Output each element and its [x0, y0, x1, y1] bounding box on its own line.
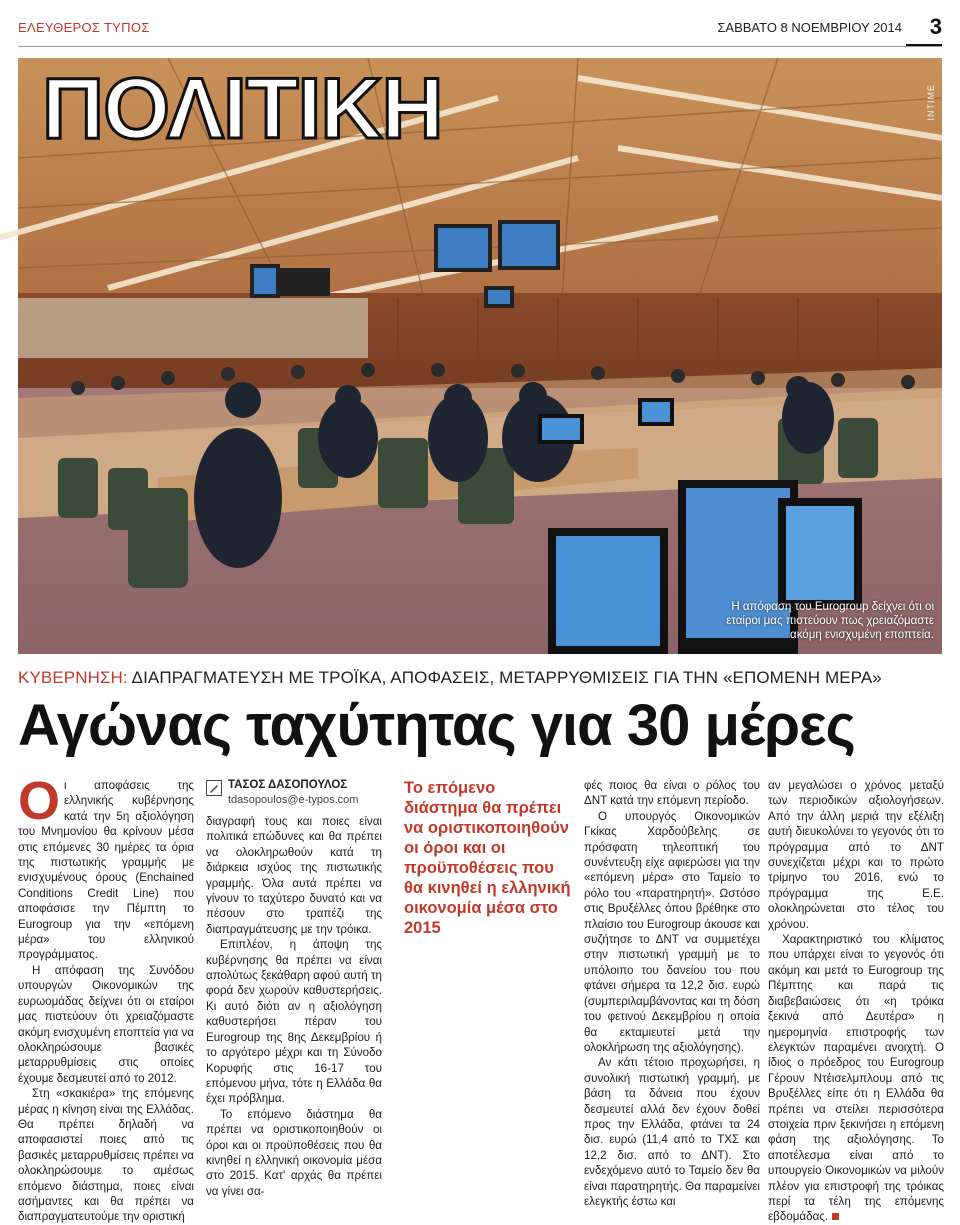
byline [206, 778, 382, 814]
kicker-label: ΚΥΒΕΡΝΗΣΗ: [18, 668, 128, 687]
article-column-2 [206, 778, 382, 1199]
article-column-3 [584, 778, 760, 1209]
paragraph: Στη «σκακιέρα» της επόμενης μέρας η κίνηση είναι της Ελλάδας. Θα πρέπει δηλαδή να αποφασιστεί ποιες από τις βασικές μεταρρυθμίσεις πρέπει να ολοκληρώσουμε το αμέσως επόμενο διάστημα, ποιες είναι ασήμαντες και θα πρέπει να διαπραγματευτούμε την οριστική [18, 1087, 195, 1224]
paragraph-text: Χαρακτηριστικό του κλίματος που υπάρχει είναι το γεγονός ότι ακόμη και μετά το Eurogroup της Πέμπτης και παρά τις διαβεβαιώσεις ότι «η τρόικα ξεκινά από Δευτέρα» η ημερομηνία επιστροφής των ελεγκτών παραμένει ανοιχτή. Ο ίδιος ο πρόεδρος του Eurogroup Γέρουν Ντέισελμπλουμ από τις Βρυξέλλες είπε ότι η Ελλάδα θα πρέπει να στείλει περισσότερα στοιχεία πριν ξεκινήσει η επόμενη φάση της αξιολόγησης. Το αποτέλεσμα είναι από το υπουργείο Οικονομικών να μιλούν πλέον για επιστροφή της τρόικας περί τα τέλη της επόμενης εβδομάδας. [768, 933, 944, 1224]
kicker-text: ΔΙΑΠΡΑΓΜΑΤΕΥΣΗ ΜΕ ΤΡΟΪΚΑ, ΑΠΟΦΑΣΕΙΣ, ΜΕΤΑΡΡΥΘΜΙΣΕΙΣ ΓΙΑ ΤΗΝ «ΕΠΟΜΕΝΗ ΜΕΡΑ» [131, 668, 882, 687]
photo-credit: INTIME [926, 84, 936, 121]
paper-name: ΕΛΕΥΘΕΡΟΣ ΤΥΠΟΣ [18, 20, 150, 35]
article-column-1 [18, 771, 195, 1225]
author-email[interactable]: tdasopoulos@e-typos.com [228, 794, 359, 807]
pen-icon [206, 780, 222, 796]
kicker [18, 668, 942, 688]
pull-quote: Το επόμενο διάστημα θα πρέπει να οριστικοποιηθούν οι όροι και οι προϋποθέσεις που θα κινηθεί η ελληνική οικονομία μέσα στο 2015 [404, 779, 571, 937]
paragraph: Η απόφαση της Συνόδου υπουργών Οικονομικών της ευρωομάδας δείχνει ότι οι εταίροι μας πιστεύουν ότι χρειαζόμαστε ακόμη ενισχυμένη εποπτεία για να ολοκληρώσουμε βασικές μεταρρυθμίσεις στις οποίες έχουμε δεσμευτεί από το 2012. [18, 963, 194, 1085]
masthead [18, 14, 942, 38]
lead-paragraph [18, 771, 194, 963]
paragraph: αν μεγαλώσει ο χρόνος μεταξύ των περιοδικών αξιολογήσεων. Από την άλλη μεριά την εξέλιξη αυτή διευκολύνει το γεγονός ότι το πρόγραμμα από το ΔΝΤ συνεχίζεται μέχρι και το πρώτο τρίμηνο του 2016, ενώ το πρόγραμμα της Ε.Ε. ολοκληρώνεται στο τέλος του χρόνου. [768, 779, 944, 931]
author-name: ΤΑΣΟΣ ΔΑΣΟΠΟΥΛΟΣ [228, 779, 348, 791]
headline: Αγώνας ταχύτητας για 30 μέρες [18, 693, 855, 758]
photo-caption: Η απόφαση του Eurogroup δείχνει ότι οι εταίροι μας πιστεύουν πως χρειαζόμαστε ακόμη ενισχυμένη εποπτεία. [726, 601, 934, 641]
paragraph: Το επόμενο διάστημα θα πρέπει να οριστικοποιηθούν οι όροι και οι προϋποθέσεις που θα κινηθεί η ελληνική οικονομία μέσα στο 2015. Κατ' αρχάς θα πρέπει να γίνει σα- [206, 1107, 382, 1198]
paragraph: Αν κάτι τέτοιο προχωρήσει, η συνολική πιστωτική γραμμή, με βάση τα δάνεια που έχουν δεσμευτεί αλλά δεν έχουν δοθεί προς την Ελλάδα, φτάνει τα 24 δισ. ευρώ (11,4 από το ΤΧΣ και 12,2 δισ. από το ΔΝΤ). Στο ενδεχόμενο αυτό το Ταμείο δεν θα είναι παρατηρητής. Θα παραμείνει ελεγκτής έστω και [584, 1056, 760, 1208]
paragraph: φές ποιος θα είναι ο ρόλος του ΔΝΤ κατά την επόμενη περίοδο. [584, 779, 760, 808]
paragraph [768, 932, 944, 1225]
lead-photo [18, 58, 942, 654]
paragraph: διαγραφή τους και ποιες είναι πολιτικά επώδυνες και θα πρέπει να ολοκληρωθούν κατά τη διάρκεια ισχύος της πιστωτικής γραμμής. Όλα αυτά πρέπει να γίνουν το ταχύτερο δυνατό και να πέσουν στο τραπέζι της διαπραγμάτευσης με την τρόικα. [206, 815, 382, 936]
section-title: ΠΟΛΙΤΙΚΗ [42, 61, 443, 157]
paragraph: Επιπλέον, η άποψη της κυβέρνησης θα πρέπει να είναι απολύτως ξεκάθαρη αφού αυτή τη φορά δεν χωρούν καθυστερήσεις. Κι αυτό διότι αν η αξιολόγηση καθυστερήσει πέραν του Eurogroup της 8ης Δεκεμβρίου ή το αργότερο μέχρι και τη Σύνοδο Κορυφής στις 16-17 του επόμενου μήνα, τότε η Ελλάδα θα έχει πρόβλημα. [206, 938, 382, 1106]
page-number: 3 [929, 14, 942, 39]
paragraph-text: ι αποφάσεις της ελληνικής κυβέρνησης κατά την 5η αξιολόγηση του Μνημονίου θα κρίνουν μέσα στις επόμενες 30 ημέρες τα όρια της πιστωτικής γραμμής με ενισχυμένους όρους (Enchained Conditions Credit Line) που αποφάσισε την Πέμπτη το Eurogroup για την «επόμενη μέρα» του ελληνικού προγράμματος. [18, 779, 194, 962]
article-column-4 [768, 778, 944, 1225]
end-mark-icon [832, 1213, 839, 1220]
drop-cap: Ο [18, 771, 61, 831]
header-divider [18, 46, 942, 47]
issue-date: ΣΑΒΒΑΤΟ 8 ΝΟΕΜΒΡΙΟΥ 2014 [717, 20, 902, 35]
paragraph: Ο υπουργός Οικονομικών Γκίκας Χαρδούβελης σε πρόσφατη τηλεοπτική του συνέντευξη είχε αφιερώσει για την «επόμενη μέρα» στο Ταμείο το ρόλο του «παρατηρητή». Ωστόσο στις Βρυξέλλες όπου βρέθηκε στο πλαίσιο του Eurogroup άκουσε και συζήτησε το ΔΝΤ να συμμετέχει στην πιστωτική γραμμή με το υπόλοιπο του δανείου του που φτάνει σήμερα τα 12,2 δισ. ευρώ (συμπεριλαμβάνοντας και τη δόση του φετινού Δεκεμβρίου η οποία θα εκταμιευτεί μετά την ολοκλήρωση της αξιολόγησης). [584, 809, 760, 1054]
